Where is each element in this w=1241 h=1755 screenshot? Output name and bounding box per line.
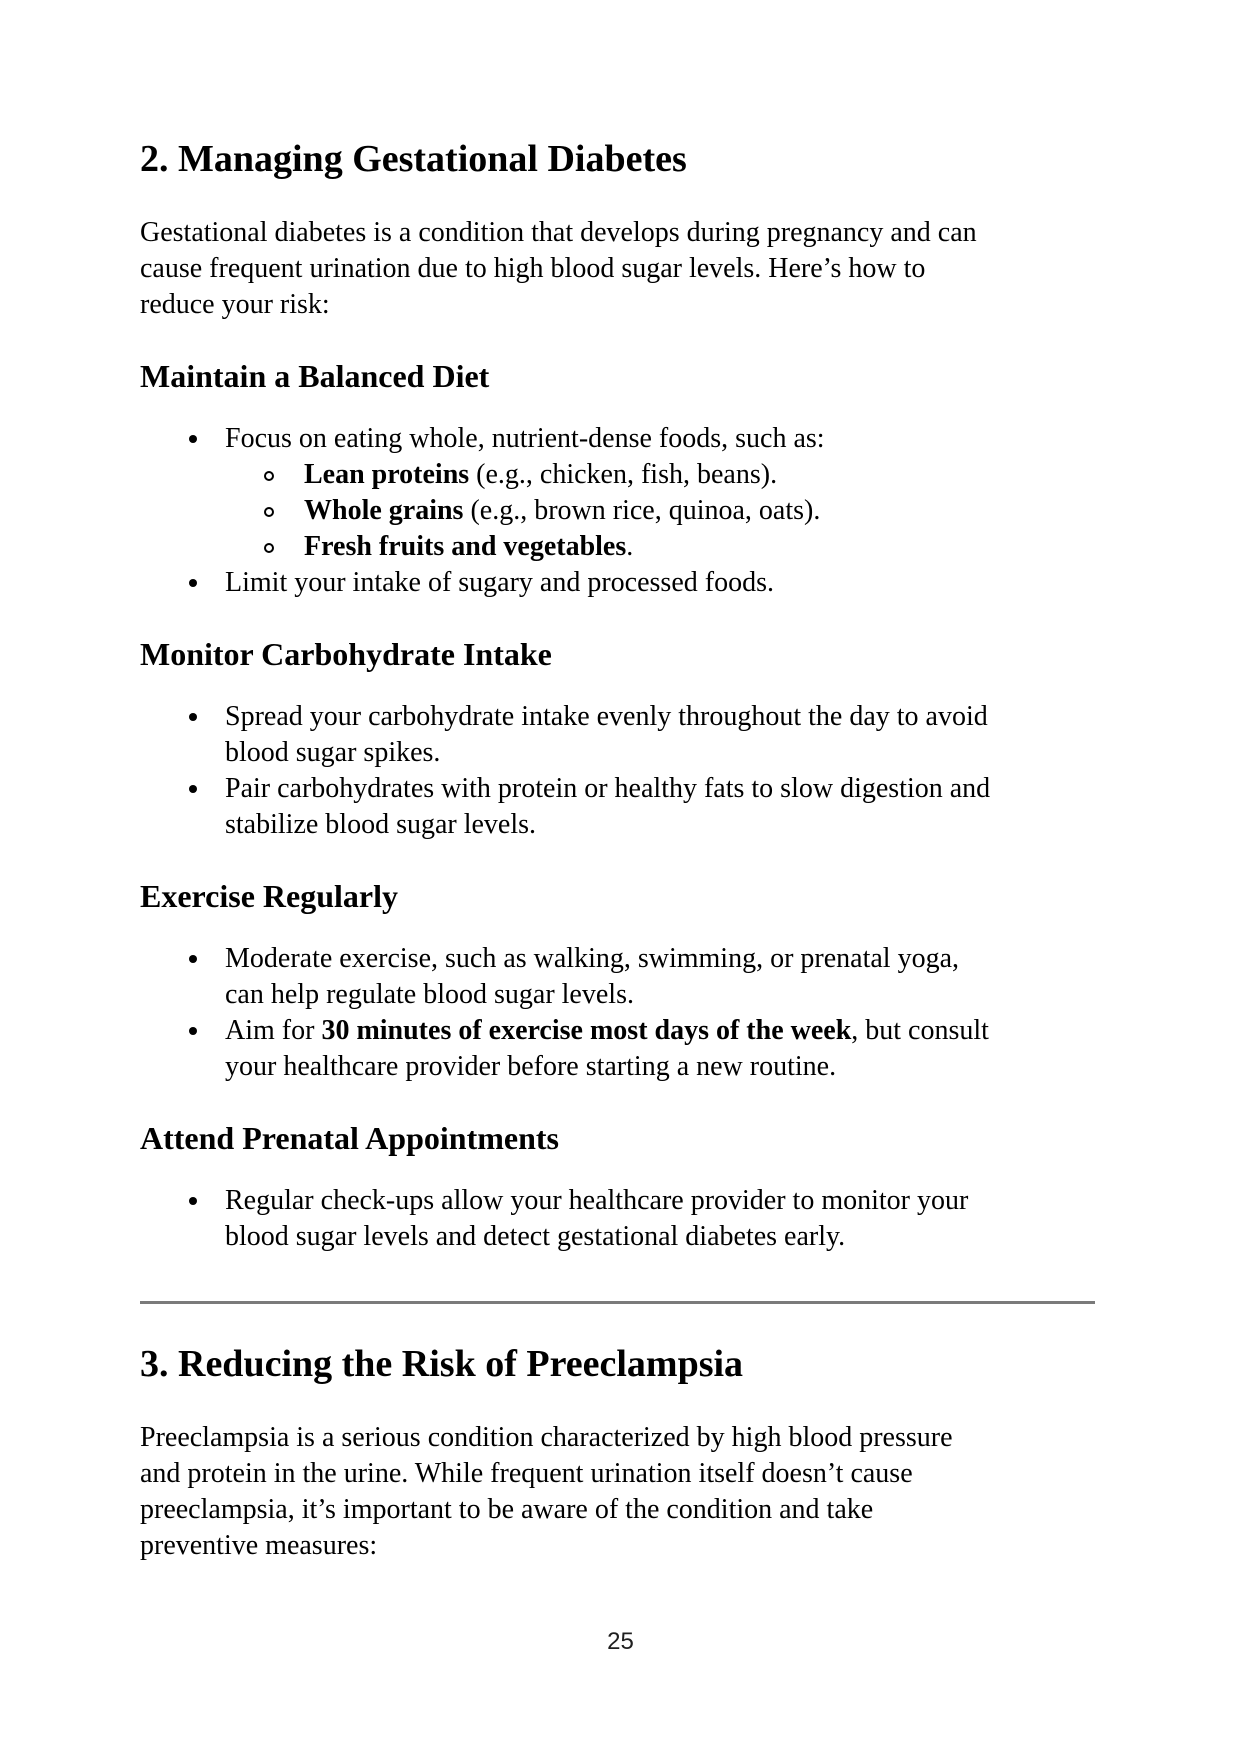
bullet-list <box>140 421 1095 601</box>
text-run: your healthcare provider before starting a new routine. <box>225 1051 837 1082</box>
bullet-circle-icon <box>264 507 274 517</box>
list-item <box>140 941 1095 1013</box>
subheading-exercise-regularly: Exercise Regularly <box>140 878 399 914</box>
paragraph: Gestational diabetes is a condition that develops during pregnancy and can cause frequent urination due to high blood sugar levels. Here’s how to reduce your risk: <box>140 217 977 320</box>
text-run: Spread your carbohydrate intake evenly throughout the day to avoid <box>225 701 988 732</box>
document-content <box>140 135 1095 1564</box>
text-run: Limit your intake of sugary and processed foods. <box>225 567 774 598</box>
list-item <box>140 529 1095 565</box>
page-footer <box>0 1628 1241 1656</box>
subheading-maintain-a-balanced-diet: Maintain a Balanced Diet <box>140 358 490 394</box>
heading-3-reducing-the-risk-of-preeclampsia: 3. Reducing the Risk of Preeclampsia <box>140 1343 744 1385</box>
text-run: (e.g., chicken, fish, beans). <box>469 459 778 490</box>
text-run: , but consult <box>851 1015 989 1046</box>
bullet-dot-icon <box>189 785 197 793</box>
text-run: blood sugar levels and detect gestational diabetes early. <box>225 1221 846 1252</box>
bold-text-run: Whole grains <box>304 495 464 526</box>
bullet-list <box>140 941 1095 1085</box>
text-run: Regular check-ups allow your healthcare provider to monitor your <box>225 1185 969 1216</box>
bullet-dot-icon <box>189 955 197 963</box>
list-item <box>140 457 1095 493</box>
bold-text-run: 30 minutes of exercise most days of the week <box>321 1015 852 1046</box>
bullet-dot-icon <box>189 1027 197 1035</box>
bold-text-run: Fresh fruits and vegetables <box>304 531 627 562</box>
text-run: Moderate exercise, such as walking, swimming, or prenatal yoga, <box>225 943 960 974</box>
subheading-monitor-carbohydrate-intake: Monitor Carbohydrate Intake <box>140 636 552 672</box>
text-run: (e.g., brown rice, quinoa, oats). <box>463 495 821 526</box>
bullet-circle-icon <box>264 543 274 553</box>
bullet-list <box>140 699 1095 843</box>
text-run: Aim for <box>225 1015 322 1046</box>
section-divider <box>140 1301 1095 1304</box>
bullet-dot-icon <box>189 713 197 721</box>
text-run: Focus on eating whole, nutrient-dense foods, such as: <box>225 423 825 454</box>
bold-text-run: Lean proteins <box>304 459 470 490</box>
paragraph: Preeclampsia is a serious condition characterized by high blood pressure and protein in the urine. While frequent urination itself doesn’t cause preeclampsia, it’s important to be aware of the condition and take preventive measures: <box>140 1422 953 1561</box>
text-run: blood sugar spikes. <box>225 737 441 768</box>
list-item <box>140 421 1095 457</box>
bullet-dot-icon <box>189 435 197 443</box>
text-run: can help regulate blood sugar levels. <box>225 979 634 1010</box>
bullet-list <box>140 1183 1095 1255</box>
list-item <box>140 1013 1095 1085</box>
subheading-attend-prenatal-appointments: Attend Prenatal Appointments <box>140 1120 559 1156</box>
heading-2-managing-gestational-diabetes: 2. Managing Gestational Diabetes <box>140 138 687 180</box>
text-run: stabilize blood sugar levels. <box>225 809 537 840</box>
bullet-circle-icon <box>264 471 274 481</box>
list-item <box>140 1183 1095 1255</box>
list-item <box>140 699 1095 771</box>
list-item <box>140 565 1095 601</box>
bullet-dot-icon <box>189 1197 197 1205</box>
list-item <box>140 771 1095 843</box>
bullet-dot-icon <box>189 579 197 587</box>
list-item <box>140 493 1095 529</box>
page-number: 25 <box>607 1628 634 1655</box>
text-run: Pair carbohydrates with protein or healthy fats to slow digestion and <box>225 773 991 804</box>
text-run: . <box>626 531 634 562</box>
